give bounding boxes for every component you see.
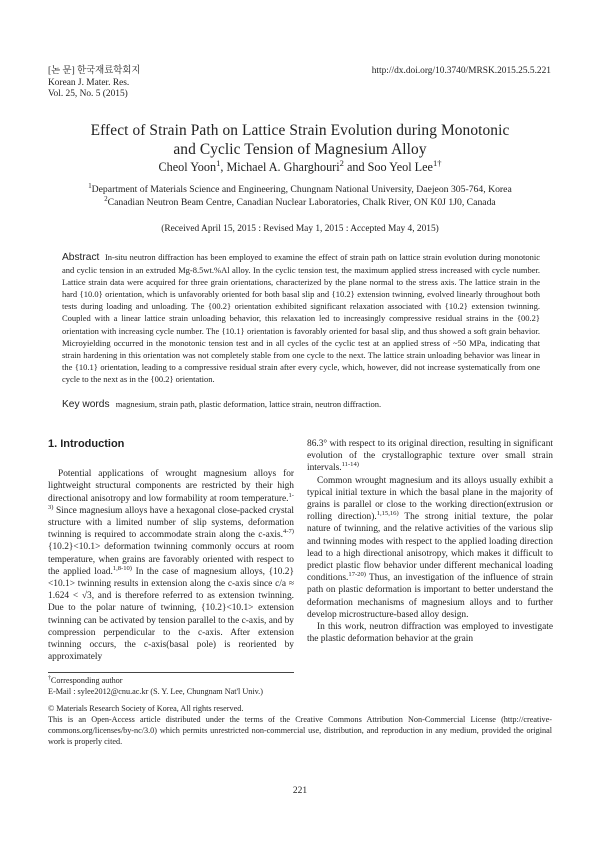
keywords-text: magnesium, strain path, plastic deformation, lattice strain, neutron diffraction. bbox=[115, 399, 382, 409]
author-affiliation-mark: 1† bbox=[432, 157, 442, 168]
affiliation-text: Department of Materials Science and Engineering, Chungnam National University, Daejeon 305-764, Korea bbox=[91, 184, 512, 195]
citation: 1,8-10) bbox=[112, 564, 132, 572]
body-column-right bbox=[307, 438, 553, 645]
author-email: E-Mail : sylee2012@cnu.ac.kr (S. Y. Lee, Chungnam Nat'l Univ.) bbox=[48, 686, 263, 696]
journal-info bbox=[48, 66, 140, 101]
journal-name: Korean J. Mater. Res. bbox=[48, 77, 130, 88]
keywords bbox=[62, 399, 540, 410]
author-affiliation-mark: 1 bbox=[216, 157, 221, 168]
license-notice: This is an Open-Access article distributed under the terms of the Creative Commons Attribution Non-Commercial License (http://creative-commons.org/licenses/by-nc/3.0) which permits unrestricted non-commercial use, distribution, and reproduction in any medium, provided the original work is properly cited. bbox=[48, 715, 552, 746]
citation: 11-14) bbox=[341, 461, 359, 469]
body-paragraph bbox=[307, 438, 553, 475]
received-dates: (Received April 15, 2015 : Revised May 1, 2015 : Accepted May 4, 2015) bbox=[161, 224, 439, 234]
journal-volume: Vol. 25, No. 5 (2015) bbox=[48, 89, 128, 100]
abstract bbox=[62, 251, 540, 385]
citation: 4-7) bbox=[283, 528, 294, 536]
affiliation-mark: 2 bbox=[104, 195, 108, 203]
body-text: Thus, an investigation of the influence of strain path on plastic deformation is important to better understand the deformation mechanisms of magnesium alloys and to further develop microstructure-based alloy design. bbox=[307, 573, 553, 620]
affiliation-mark: 1 bbox=[88, 182, 92, 190]
citation: 17-20) bbox=[348, 571, 366, 579]
author-affiliation-mark: 2 bbox=[339, 157, 344, 168]
footnotes bbox=[48, 676, 552, 747]
affiliations bbox=[40, 183, 560, 209]
author-list: Cheol Yoon$^1$, Michael A. Gharghouri$^2$ and Soo Yeol Lee$^{1\dagger}$ bbox=[158, 157, 442, 174]
journal-name-korean: [논 문] 한국재료학회지 bbox=[48, 66, 141, 76]
article-title bbox=[40, 121, 560, 159]
body-text: Common wrought magnesium and its alloys usually exhibit a typical initial texture in which the basal plane in the majority of grains is parallel or close to the working direction(extrusion or rolling direction). bbox=[307, 475, 553, 523]
affiliation-1 bbox=[40, 183, 560, 196]
footnote-text: Corresponding author bbox=[50, 676, 123, 685]
body-text: Potential applications of wrought magnesium alloys for lightweight structural components are restricted by their high directional anisotropy and low formability at room temperature. bbox=[48, 469, 294, 504]
page-number: 221 bbox=[292, 786, 308, 796]
body-text: Since magnesium alloys have a hexagonal close-packed crystal structure with a limited number of slip systems, deformation twinning is required to accommodate strain along the c-axis. bbox=[48, 505, 294, 541]
body-paragraph bbox=[307, 475, 553, 621]
citation: 1,15,16) bbox=[376, 510, 399, 518]
keywords-label: Key words bbox=[62, 399, 110, 410]
citation: 1-3) bbox=[48, 491, 294, 511]
section-heading: 1. Introduction bbox=[48, 438, 125, 450]
copyright-notice: © Materials Research Society of Korea, All rights reserved. bbox=[48, 704, 244, 714]
doi-link[interactable]: http://dx.doi.org/10.3740/MRSK.2015.25.5.221 bbox=[371, 66, 551, 76]
corresponding-author bbox=[48, 676, 552, 687]
body-text: In the case of magnesium alloys, {10.2}<10.1> twinning results in extension along the c-axis since c/a ≈ 1.624 < √3, and is therefore referred to as extension twinning. Due to the polar nature of twinning, {10.2}<10.1> extension twinning can be activated by tension parallel to the c-axis, and by compression perpendicular to the c-axis. After extension twinning occurs, the c-axis(basal pole) is reoriented by approximately bbox=[48, 566, 294, 663]
abstract-label: Abstract bbox=[62, 252, 100, 263]
affiliation-text: Canadian Neutron Beam Centre, Canadian Nuclear Laboratories, Chalk River, ON K0J 1J0, Canada bbox=[107, 197, 496, 208]
author-name: Soo Yeol Lee bbox=[367, 160, 433, 174]
footnote-divider bbox=[48, 672, 294, 673]
body-paragraph bbox=[48, 468, 294, 663]
author-name: Michael A. Gharghouri bbox=[226, 160, 340, 174]
affiliation-2 bbox=[40, 196, 560, 209]
body-text: 86.3° with respect to its original direction, resulting in significant evolution of the crystallographic texture over small strain intervals. bbox=[307, 439, 553, 474]
body-column-left bbox=[48, 438, 294, 663]
abstract-text: In-situ neutron diffraction has been employed to examine the effect of strain path on lattice strain evolution during monotonic and cyclic tension in an extruded Mg-8.5wt.%Al alloy. In the cyclic tension test, the maximum applied stress increased with cycle number. Lattice strain data were acquired for three grain orientations, characterized by the plane normal to the stress axis. The lattice strain in the hard {10.0} orientation, which is unfavorably oriented for both basal slip and {10.2} extension twinning, evolved linearly throughout both tests during loading and unloading. The {00.2} orientation exhibited significant relaxation associated with {10.2} extension twinning. Coupled with a linear lattice strain unloading behavior, this relaxation led to increasingly compressive residual strains in the {00.2} orientation with increasing cycle number. The {10.1} orientation is favorably oriented for basal slip, and thus showed a soft grain behavior. Microyielding occurred in the monotonic tension test and in all cycles of the cyclic test at an applied stress of ~50 MPa, indicating that strain hardening in this orientation was not completely stable from one cycle to the next. The lattice strain unloading behavior was linear in the {10.1} orientation, leading to a compressive residual strain after every cycle, which, however, did not increase systematically from one cycle to the next as in the {00.2} orientation. bbox=[62, 252, 541, 384]
body-text: The strong initial texture, the polar nature of twinning, and the relative activities of the various slip and twinning modes with respect to the applied loading direction lead to a high directional anisotropy, which makes it difficult to predict plastic flow behavior under different mechanical loading conditions. bbox=[307, 512, 553, 584]
title-line-1: Effect of Strain Path on Lattice Strain Evolution during Monotonic bbox=[90, 122, 510, 139]
author-name: Cheol Yoon bbox=[158, 160, 217, 174]
dagger-mark: † bbox=[48, 675, 51, 682]
body-paragraph: In this work, neutron diffraction was employed to investigate the plastic deformation behavior at the grain bbox=[307, 622, 553, 645]
author-conjunction: and bbox=[343, 160, 368, 174]
title-line-2: and Cyclic Tension of Magnesium Alloy bbox=[173, 141, 427, 158]
body-text: {10.2}<10.1> deformation twinning commonly occurs at room temperature, when grains are favorably oriented with respect to the applied load. bbox=[48, 542, 294, 577]
